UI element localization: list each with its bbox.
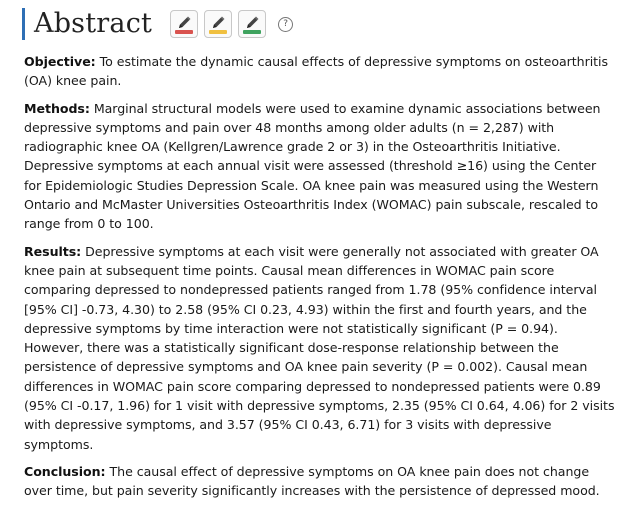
results-label: Results:	[24, 243, 82, 259]
conclusion-paragraph	[24, 462, 616, 501]
highlight-yellow-button[interactable]	[204, 10, 232, 38]
abstract-body	[24, 52, 616, 509]
highlight-red-button[interactable]	[170, 10, 198, 38]
methods-label: Methods:	[24, 100, 90, 116]
methods-paragraph	[24, 99, 616, 234]
results-text: Depressive symptoms at each visit were generally not associated with greater OA knee pain at subsequent time points. Causal mean differences in WOMAC pain score comparing depressed to nondepressed patients ranged from 1.78 (95% confidence interval [95% CI] -0.73, 4.30) to 2.58 (95% CI 0.23, 4.93) within the first and fourth years, and the depressive symptoms by time interaction were not statistically significant (P = 0.94). However, there was a statistically significant dose-response relationship between the persistence of depressive symptoms and OA knee pain severity (P = 0.002). Causal mean differences in WOMAC pain score comparing depressed to nondepressed patients were 0.89 (95% CI -0.17, 1.96) for 1 visit with depressive symptoms, 2.35 (95% CI 0.64, 4.06) for 2 visits with depressive symptoms, and 3.57 (95% CI 0.43, 6.71) for 3 visits with depressive symptoms.	[24, 243, 615, 452]
help-icon[interactable]: ?	[278, 17, 293, 32]
conclusion-text: The causal effect of depressive symptoms on OA knee pain does not change over time, but pain severity significantly increases with the persistence of depressed mood.	[24, 463, 600, 499]
header-accent-bar	[22, 8, 25, 40]
objective-paragraph	[24, 52, 616, 91]
highlight-green-button[interactable]	[238, 10, 266, 38]
methods-text: Marginal structural models were used to examine dynamic associations between depressive symptoms and pain over 48 months among older adults (n = 2,287) with radiographic knee OA (Kellgren/Lawrence grade 2 or 3) in the Osteoarthritis Initiative. Depressive symptoms at each annual visit were assessed (threshold ≥16) using the Center for Epidemiologic Studies Depression Scale. OA knee pain was measured using the Western Ontario and McMaster Universities Osteoarthritis Index (WOMAC) pain subscale, rescaled to range from 0 to 100.	[24, 100, 601, 232]
abstract-header	[22, 6, 293, 42]
highlight-red-swatch	[175, 30, 193, 34]
objective-text: To estimate the dynamic causal effects of depressive symptoms on osteoarthritis (OA) knee pain.	[24, 54, 609, 89]
highlight-green-swatch	[243, 30, 261, 34]
conclusion-label: Conclusion:	[24, 463, 106, 479]
page-title: Abstract	[34, 8, 153, 39]
highlight-yellow-swatch	[209, 30, 227, 34]
objective-label: Objective:	[24, 54, 96, 69]
results-paragraph	[24, 242, 616, 454]
